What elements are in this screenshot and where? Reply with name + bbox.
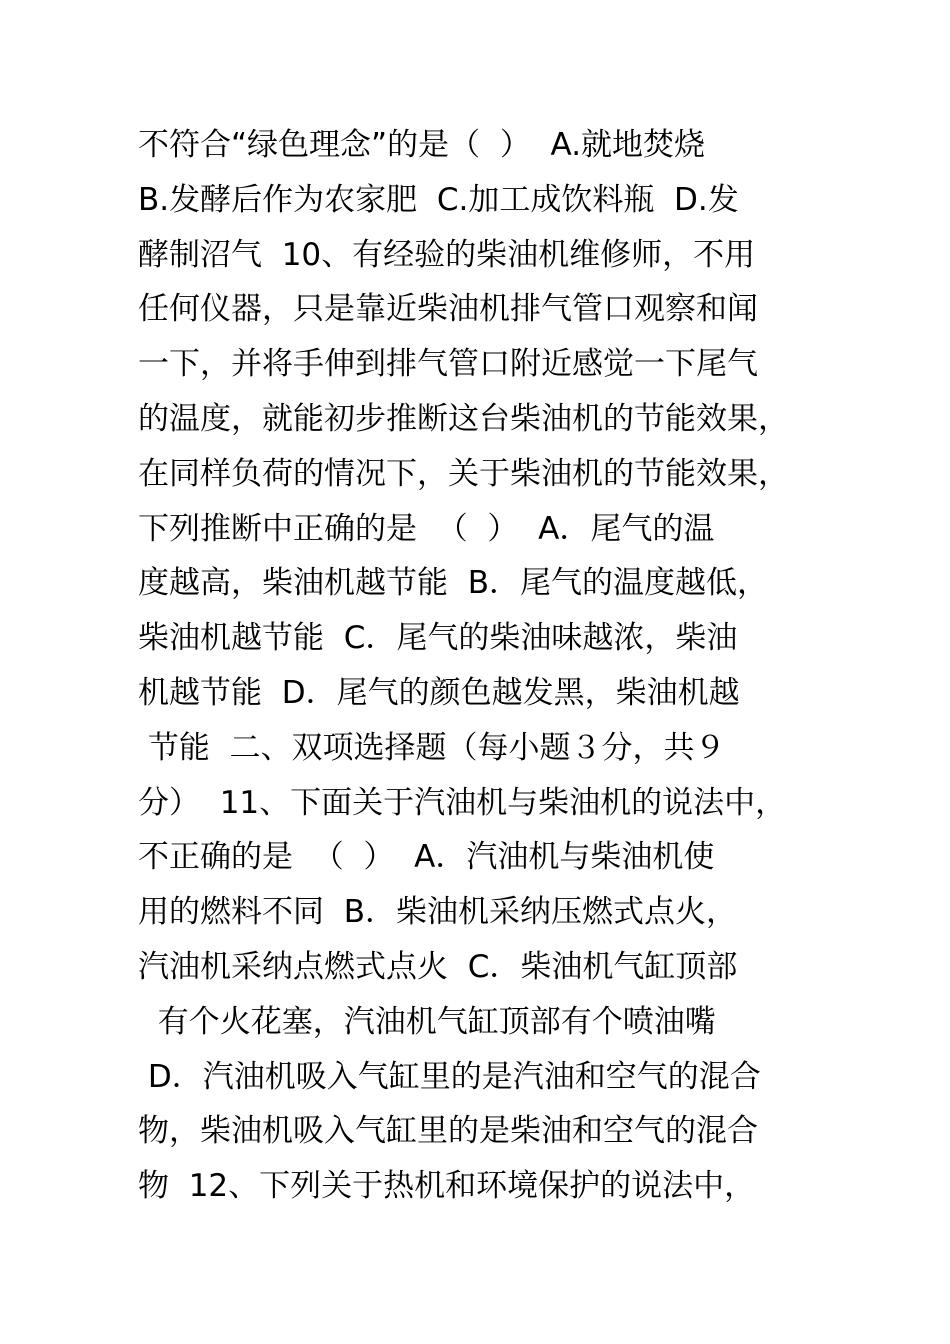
text-line-14: 不正确的是 （ ） A．汽油机与柴油机使 [138, 839, 715, 876]
body-text [138, 118, 838, 1214]
text-line-16: 汽油机采纳点燃式点火 C．柴油机气缸顶部 [138, 948, 738, 985]
text-line-19: 物，柴油机吸入气缸里的是柴油和空气的混合 [138, 1113, 758, 1150]
text-line-7: 在同样负荷的情况下，关于柴油机的节能效果， [138, 455, 789, 492]
text-line-8: 下列推断中正确的是 （ ） A．尾气的温 [138, 510, 715, 547]
text-line-20: 物 12、下列关于热机和环境保护的说法中， [138, 1168, 756, 1205]
text-line-18: D．汽油机吸入气缸里的是汽油和空气的混合 [138, 1058, 761, 1095]
text-line-12: 节能 二、双项选择题（每小题３分，共９ [138, 729, 726, 766]
text-line-5: 一下，并将手伸到排气管口附近感觉一下尾气 [138, 346, 758, 383]
text-line-9: 度越高，柴油机越节能 B．尾气的温度越低， [138, 565, 768, 602]
text-line-2: B.发酵后作为农家肥 C.加工成饮料瓶 D.发 [138, 181, 739, 218]
text-line-1: 不符合“绿色理念”的是（ ） A.就地焚烧 [138, 127, 706, 163]
text-line-17: 有个火花塞，汽油机气缸顶部有个喷油嘴 [138, 1003, 716, 1040]
text-line-13: 分） 11、下面关于汽油机与柴油机的说法中， [138, 784, 787, 821]
text-line-4: 任何仪器，只是靠近柴油机排气管口观察和闻 [138, 291, 758, 328]
text-line-15: 用的燃料不同 B．柴油机采纳压燃式点火， [138, 894, 737, 931]
text-line-3: 酵制沼气 10、有经验的柴油机维修师，不用 [138, 236, 756, 273]
text-line-11: 机越节能 D．尾气的颜色越发黑，柴油机越 [138, 674, 740, 711]
text-line-10: 柴油机越节能 C．尾气的柴油味越浓，柴油 [138, 620, 738, 657]
text-line-6: 的温度，就能初步推断这台柴油机的节能效果， [138, 400, 789, 437]
